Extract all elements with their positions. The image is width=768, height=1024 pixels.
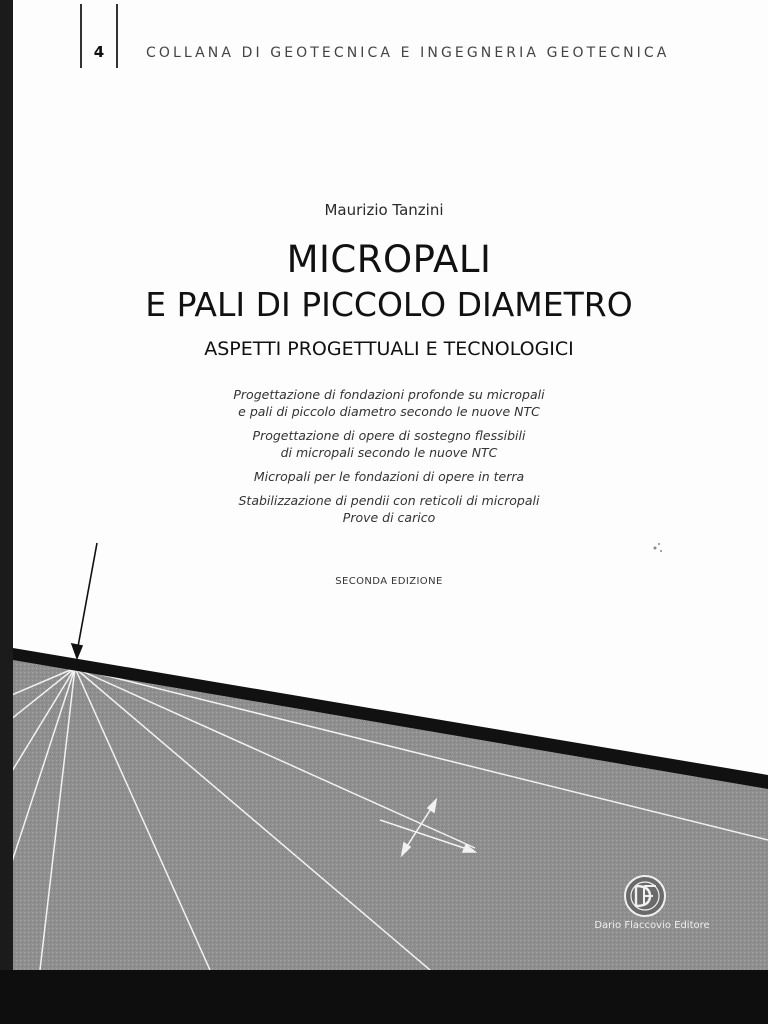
topic-line: Micropali per le fondazioni di opere in terra bbox=[253, 469, 525, 484]
topic-line: Progettazione di opere di sostegno flessibili bbox=[252, 428, 526, 443]
edition-label: SECONDA EDIZIONE bbox=[335, 576, 443, 587]
series-title: COLLANA DI GEOTECNICA E INGEGNERIA GEOTECNICA bbox=[146, 45, 670, 61]
book-title-line-2: E PALI DI PICCOLO DIAMETRO bbox=[145, 285, 633, 324]
topic-line: e pali di piccolo diametro secondo le nuove NTC bbox=[238, 404, 540, 419]
topic-line: Prove di carico bbox=[342, 510, 436, 525]
topic-line: di micropali secondo le nuove NTC bbox=[280, 445, 498, 460]
topic-line: Progettazione di fondazioni profonde su micropali bbox=[233, 387, 545, 402]
bottom-band bbox=[0, 970, 768, 1024]
publisher-name: Dario Flaccovio Editore bbox=[594, 920, 710, 931]
topic-line: Stabilizzazione di pendii con reticoli di micropali bbox=[238, 493, 540, 508]
load-arrow-icon bbox=[72, 543, 97, 658]
speckle-mark bbox=[654, 543, 663, 552]
book-title-line-1: MICROPALI bbox=[286, 238, 492, 281]
book-author: Maurizio Tanzini bbox=[324, 201, 444, 219]
series-number: 4 bbox=[93, 43, 105, 61]
publisher-logo-icon bbox=[625, 876, 665, 916]
book-subtitle: ASPETTI PROGETTUALI E TECNOLOGICI bbox=[204, 338, 574, 360]
